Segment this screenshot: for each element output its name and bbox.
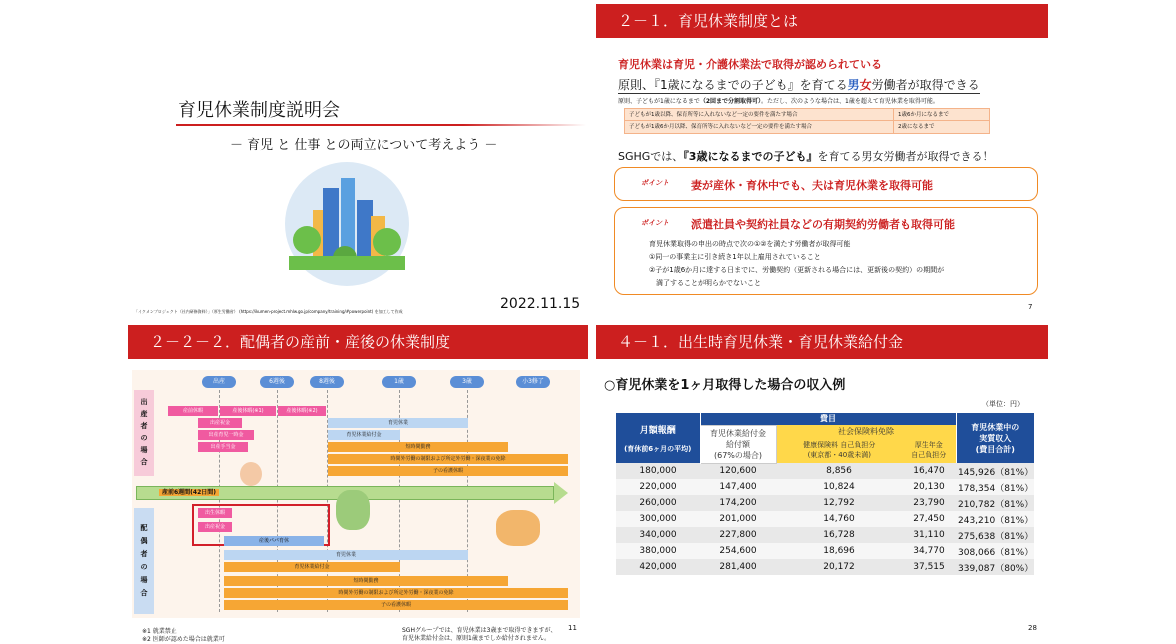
slide1-subtitle: － 育児 と 仕事 との両立について考えよう －	[230, 138, 498, 153]
red-heading: 育児休業は育児・介護休業法で取得が認められている	[618, 58, 882, 71]
ml-3: の	[140, 434, 148, 442]
table-cell: 201,000	[700, 511, 776, 527]
note-pre: 原則、子どもが1歳になるまで	[618, 98, 700, 105]
table-row	[616, 559, 1034, 575]
table-cell: 18,696	[776, 543, 902, 559]
table-row	[616, 479, 1034, 495]
sl-1: 偶	[140, 537, 148, 545]
table-cell: 281,400	[700, 559, 776, 575]
s-tanjikan: 短時間勤務	[224, 576, 508, 586]
sl-0: 配	[140, 524, 148, 532]
th-social: 社会保険料免除	[776, 425, 956, 437]
table-row	[616, 495, 1034, 511]
mother-label	[134, 390, 154, 476]
table-cell: 10,824	[776, 479, 902, 495]
m-pre: 産前休暇	[168, 406, 218, 416]
th-total	[956, 413, 1034, 463]
s-kyufu: 育児休業給付金	[224, 562, 400, 572]
income-rows	[616, 463, 1034, 575]
note-3: SGHグループでは、育児休業は3歳まで取得できますが、	[402, 627, 557, 634]
m-kango: 子の看護休暇	[328, 466, 568, 476]
chart-area	[132, 370, 580, 618]
principle-post: 労働者が取得できる	[871, 78, 980, 92]
point-badge-2: ポイント	[641, 219, 669, 227]
table-cell: 254,600	[700, 543, 776, 559]
note-post: 。ただし、次のような場合は、1歳を超えて育児休業を取得可能。	[761, 98, 939, 105]
point2-text: 派遣社員や契約社員などの有期契約労働者も取得可能	[691, 218, 955, 231]
th-health-1: 健康保険料 自己負担分	[803, 441, 876, 449]
th-pension	[902, 437, 956, 463]
note-4: 育児休業給付金は、原則1歳までしか給付されません。	[402, 635, 551, 642]
ext-period-1: 1歳6か月になるまで	[893, 109, 949, 120]
table-cell: 340,000	[616, 527, 700, 543]
th-benefit-3: (67%の場合)	[713, 450, 763, 460]
s-papa: 産後パパ育休	[224, 536, 324, 546]
tl-6w: 6週後	[260, 376, 294, 388]
table-cell: 37,515	[902, 559, 956, 575]
slide4-page: 28	[1028, 624, 1037, 632]
note-2: ※2 医師が認めた場合は就業可	[142, 636, 225, 643]
th-total-1: 育児休業中の	[971, 422, 1020, 432]
sl-5: 合	[140, 589, 148, 597]
th-benefit	[700, 425, 776, 463]
principle-female: 女	[859, 78, 872, 92]
table-cell: 23,790	[902, 495, 956, 511]
m-post1: 産後休暇(※1)	[220, 406, 276, 416]
principle-male: 男	[847, 78, 860, 92]
point2-line-4: 満了することが明らかでないこと	[649, 279, 761, 287]
point2-line-2: ①同一の事業主に引き続き1年以上雇用されていること	[649, 253, 821, 261]
slide1-date: 2022.11.15	[500, 296, 581, 312]
ml-4: 場	[140, 446, 148, 454]
point2-line-3: ②子が1歳6か月に達する日までに、労働契約（更新される場合には、更新後の契約）の期間が	[649, 266, 945, 274]
city-illustration	[283, 160, 411, 288]
sghg-pre: SGHGでは、	[618, 150, 684, 163]
table-cell: 16,470	[902, 463, 956, 479]
ext-cond-2: 子どもが1歳6か月以降、保育所等に入れないなど一定の要件を満たす場合	[629, 124, 813, 130]
table-cell: 12,792	[776, 495, 902, 511]
sl-2: 者	[140, 550, 148, 558]
ext-row-1	[624, 108, 990, 121]
th-health	[776, 437, 902, 463]
point-badge-1: ポイント	[641, 179, 669, 187]
table-cell: 20,130	[902, 479, 956, 495]
m-teate: 出産手当金	[198, 442, 248, 452]
ext-cond-1: 子どもが1歳以降、保育所等に入れないなど一定の要件を満たす場合	[629, 112, 798, 118]
slide3-header: ２－２－２．配偶者の産前・産後の休業制度	[128, 325, 588, 359]
th-total-3: (費目合計)	[975, 444, 1015, 454]
sl-4: 場	[140, 576, 148, 584]
table-row	[616, 511, 1034, 527]
table-cell: 174,200	[700, 495, 776, 511]
slide-overview[interactable]	[596, 0, 1048, 318]
point-box-1	[614, 167, 1038, 201]
table-cell: 243,210（81%）	[956, 511, 1034, 527]
ext-period-2: 2歳になるまで	[893, 121, 935, 133]
slide1-source: 「イクメンプロジェクト（社内研修資料）」（厚生労働省） (https://ikumen-project.mhlw.go.jp/company/training/#powerpoint) を加工して作成	[134, 309, 403, 314]
tl-birth: 出産	[202, 376, 236, 388]
table-cell: 31,110	[902, 527, 956, 543]
slide-spouse-leave[interactable]	[128, 323, 588, 644]
extension-table	[624, 108, 990, 134]
s-ikukyu: 育児休業	[224, 550, 468, 560]
sl-3: の	[140, 563, 148, 571]
table-cell: 8,856	[776, 463, 902, 479]
table-row	[616, 463, 1034, 479]
slide1-title: 育児休業制度説明会	[178, 100, 340, 121]
ml-5: 合	[140, 458, 148, 466]
table-cell: 145,926（81%）	[956, 463, 1034, 479]
m-ichiji: 出産育児一時金	[198, 430, 254, 440]
note-bold: （2回まで分割取得可）	[699, 98, 762, 105]
table-cell: 180,000	[616, 463, 700, 479]
table-cell: 120,600	[700, 463, 776, 479]
table-cell: 178,354（81%）	[956, 479, 1034, 495]
table-cell: 260,000	[616, 495, 700, 511]
th-benefit-1: 育児休業給付金	[710, 428, 766, 438]
th-total-2: 実質収入	[979, 433, 1012, 443]
slide4-title: ○育児休業を1ヶ月取得した場合の収入例	[604, 378, 846, 393]
slide-income-example[interactable]	[596, 323, 1048, 644]
m-jikangai: 時間外労働の制限および所定外労働・深夜業の免除	[328, 454, 568, 464]
ml-2: 者	[140, 422, 148, 430]
m-ikukyu: 育児休業	[328, 418, 468, 428]
m-tanjikan: 短時間勤務	[328, 442, 508, 452]
table-cell: 420,000	[616, 559, 700, 575]
th-pension-1: 厚生年金	[914, 441, 943, 449]
mother-baby-illustration	[240, 462, 262, 486]
table-cell: 308,066（81%）	[956, 543, 1034, 559]
arrow-head	[554, 482, 568, 504]
table-cell: 220,000	[616, 479, 700, 495]
tl-g3: 小3修了	[516, 376, 550, 388]
income-table	[616, 413, 1034, 575]
table-cell: 275,638（81%）	[956, 527, 1034, 543]
th-monthly-sub: (育休前6ヶ月の平均)	[624, 444, 692, 453]
tl-3y: 3歳	[450, 376, 484, 388]
table-cell: 16,728	[776, 527, 902, 543]
s-kango: 子の看護休暇	[224, 600, 568, 610]
sghg-line	[618, 148, 993, 164]
table-cell: 147,400	[700, 479, 776, 495]
slide4-header: ４－１．出生時育児休業・育児休業給付金	[596, 325, 1048, 359]
slide-title[interactable]	[128, 0, 588, 318]
tl-8w: 8週後	[310, 376, 344, 388]
sghg-post: を育てる男女労働者が取得できる！	[817, 150, 994, 163]
point1-text: 妻が産休・育休中でも、夫は育児休業を取得可能	[691, 179, 933, 192]
table-row	[616, 527, 1034, 543]
unit-label: （単位：円）	[982, 400, 1024, 408]
prenatal-arrow-label: 産前6週間(42日間)	[159, 489, 219, 496]
couple-illustration	[336, 490, 370, 530]
family-illustration	[496, 510, 540, 546]
s-shussan-kyuka: 出生休暇	[198, 508, 232, 518]
slide3-page: 11	[568, 624, 577, 632]
slide2-header: ２－１．育児休業制度とは	[596, 4, 1048, 38]
th-health-2: (東京都・40歳未満)	[807, 451, 871, 459]
table-cell: 339,087（80%）	[956, 559, 1034, 575]
th-monthly-label: 月額報酬	[639, 425, 676, 436]
table-cell: 34,770	[902, 543, 956, 559]
principle-line	[618, 76, 980, 94]
th-monthly	[616, 413, 700, 463]
ml-0: 出	[140, 398, 148, 406]
table-row	[616, 543, 1034, 559]
th-pension-2: 自己負担分	[911, 451, 947, 459]
table-cell: 380,000	[616, 543, 700, 559]
point-box-2	[614, 207, 1038, 295]
sghg-bold: 『3歳になるまでの子ども』	[683, 150, 818, 163]
s-shussan: 出産祝金	[198, 522, 232, 532]
table-cell: 14,760	[776, 511, 902, 527]
m-kyufu: 育児休業給付金	[328, 430, 400, 440]
note-line	[618, 96, 939, 105]
title-underline	[176, 124, 586, 126]
point2-line-1: 育児休業取得の申出の時点で次の①②を満たす労働者が取得可能	[649, 240, 851, 248]
table-cell: 210,782（81%）	[956, 495, 1034, 511]
tl-1y: 1歳	[382, 376, 416, 388]
spouse-label	[134, 508, 154, 614]
ml-1: 産	[140, 410, 148, 418]
note-1: ※1 就業禁止	[142, 628, 177, 635]
m-shussan: 出産祝金	[198, 418, 242, 428]
s-jikangai: 時間外労働の制限および所定外労働・深夜業の免除	[224, 588, 568, 598]
table-cell: 27,450	[902, 511, 956, 527]
table-cell: 20,172	[776, 559, 902, 575]
slide2-page: 7	[1028, 303, 1033, 311]
th-income: 費目	[700, 413, 956, 425]
principle-pre: 原則、『1歳になるまでの子ども』を育てる	[618, 78, 848, 92]
table-cell: 300,000	[616, 511, 700, 527]
table-cell: 227,800	[700, 527, 776, 543]
m-post2: 産後休暇(※2)	[278, 406, 326, 416]
th-benefit-2: 給付額	[726, 439, 750, 449]
ext-row-2	[624, 121, 990, 134]
